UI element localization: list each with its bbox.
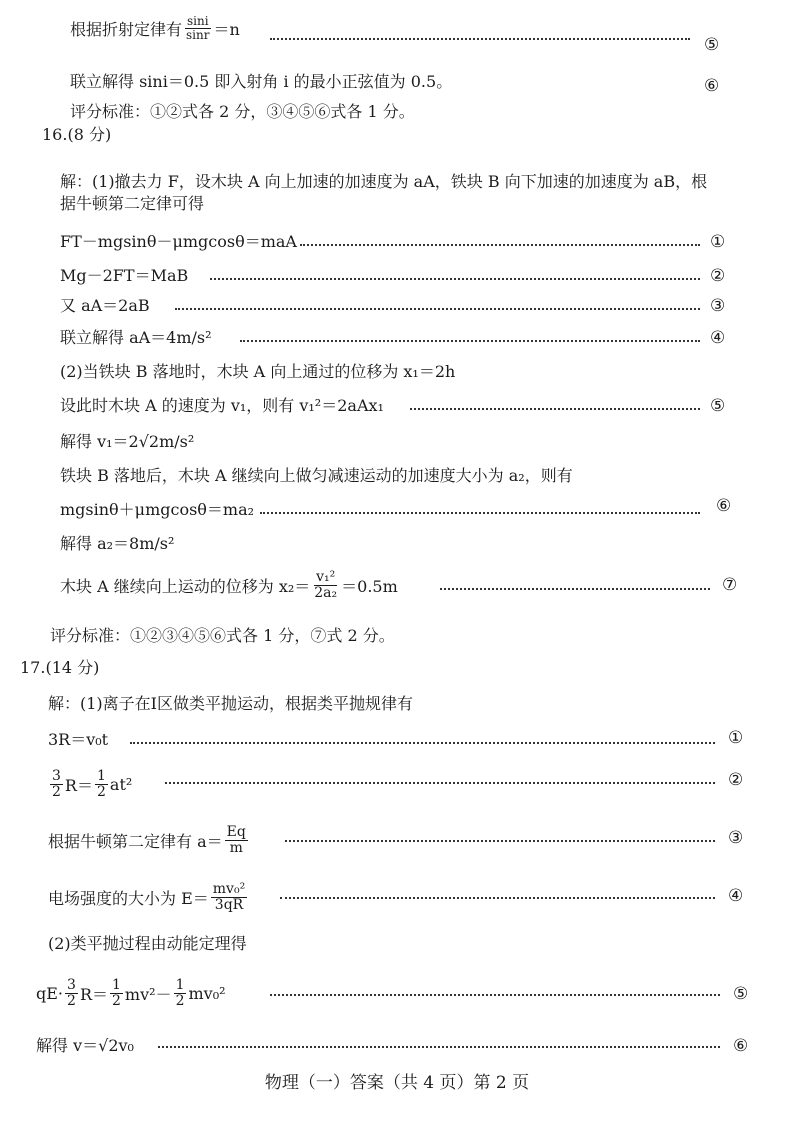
q16-mark-3: ③ bbox=[710, 296, 726, 316]
q15-frac-num: sini bbox=[186, 13, 209, 28]
q17-eq4-fraction bbox=[211, 882, 247, 912]
q16-text2 bbox=[60, 462, 573, 486]
q16-eq2 bbox=[60, 262, 188, 286]
q17-eq5-d2: 2 bbox=[112, 992, 121, 1009]
q17-intro-text: 解：(1)离子在Ⅰ区做类平抛运动，根据类平抛规律有 bbox=[48, 693, 413, 713]
q16-eq7-pre: 木块 A 继续向上运动的位移为 x₂＝ bbox=[60, 576, 311, 596]
leader-dots bbox=[175, 308, 700, 310]
q15-line1-eq: ＝n bbox=[213, 19, 240, 39]
q17-eq5-frac2 bbox=[110, 978, 123, 1008]
q16-eq6-text: mgsinθ＋μmgcosθ＝ma₂ bbox=[60, 499, 255, 519]
q17-eq5-frac3 bbox=[174, 978, 187, 1008]
q17-mark-2: ② bbox=[728, 770, 744, 790]
q17-eq3-num: Eq bbox=[226, 823, 246, 840]
q16-intro2-text: 据牛顿第二定律可得 bbox=[60, 193, 205, 213]
q16-eq3 bbox=[60, 292, 150, 316]
q16-mark-6: ⑥ bbox=[716, 496, 732, 516]
q17-part2-text: (2)类平抛过程由动能定理得 bbox=[48, 933, 247, 953]
q15-frac-den: sinr bbox=[186, 27, 210, 42]
q16-intro1-text: 解：(1)撤去力 F，设木块 A 向上加速的加速度为 aA，铁块 B 向下加速的加速度为 aB，根 bbox=[60, 171, 708, 191]
q16-mark-7: ⑦ bbox=[722, 575, 738, 595]
q16-eq3-text: 又 aA＝2aB bbox=[60, 295, 150, 315]
q16-part2-text: (2)当铁块 B 落地时，木块 A 向上通过的位移为 x₁＝2h bbox=[60, 361, 456, 381]
q17-eq5-pre: qE· bbox=[36, 983, 64, 1003]
q15-line2-text: 联立解得 sini＝0.5 即入射角 i 的最小正弦值为 0.5。 bbox=[70, 71, 453, 91]
leader-dots bbox=[410, 408, 700, 410]
q15-line1 bbox=[70, 8, 240, 48]
leader-dots bbox=[270, 38, 690, 40]
q17-eq5-d3: 2 bbox=[175, 992, 185, 1009]
q17-eq4 bbox=[48, 872, 249, 922]
q16-eq6 bbox=[60, 496, 254, 520]
q17-eq5-n1: 3 bbox=[67, 976, 76, 993]
leader-dots bbox=[280, 897, 715, 899]
q16-intro-2 bbox=[60, 190, 204, 214]
q16-mark-1: ① bbox=[710, 232, 726, 252]
q15-scoring bbox=[70, 98, 415, 122]
q17-eq4-num: mv₀² bbox=[212, 880, 246, 897]
leader-dots bbox=[440, 588, 710, 590]
q17-eq5-mid1: R＝ bbox=[79, 984, 108, 1004]
leader-dots bbox=[260, 512, 700, 514]
leader-dots bbox=[210, 278, 700, 280]
q16-intro-1 bbox=[60, 168, 707, 192]
q17-eq5-post: mv₀² bbox=[188, 983, 226, 1003]
q17-eq3 bbox=[48, 816, 250, 864]
q17-mark-6: ⑥ bbox=[733, 1036, 749, 1056]
q17-eq5-mid2: mv²－ bbox=[124, 984, 172, 1004]
q17-eq5-n2: 1 bbox=[112, 976, 121, 993]
q17-eq5-d1: 2 bbox=[67, 992, 76, 1009]
q17-eq3-fraction bbox=[225, 825, 248, 855]
q17-eq2-d2: 2 bbox=[96, 783, 106, 800]
q16-mark-4: ④ bbox=[710, 328, 726, 348]
q15-scoring-text: 评分标准：①②式各 2 分，③④⑤⑥式各 1 分。 bbox=[70, 101, 415, 121]
q17-eq2-frac1 bbox=[50, 769, 63, 799]
leader-dots bbox=[240, 340, 700, 342]
q17-eq4-pre: 电场强度的大小为 E＝ bbox=[48, 888, 209, 908]
q16-eq2-text: Mg－2FT＝MaB bbox=[60, 265, 189, 285]
q17-mark-1: ① bbox=[728, 728, 744, 748]
q16-eq7-num: v₁² bbox=[316, 568, 336, 585]
leader-dots bbox=[270, 994, 720, 996]
q16-eq1-text: FT－mgsinθ－μmgcosθ＝maA bbox=[60, 231, 297, 251]
q15-snell-fraction bbox=[184, 15, 211, 41]
q17-eq2-post: at² bbox=[109, 774, 133, 794]
q15-line1-text: 根据折射定律有 bbox=[70, 19, 183, 39]
q17-eq1 bbox=[48, 726, 108, 750]
q16-header: 16.(8 分) bbox=[42, 125, 112, 144]
q16-eq4 bbox=[60, 324, 212, 348]
q17-eq3-den: m bbox=[229, 839, 243, 856]
q17-part2 bbox=[48, 930, 247, 954]
q15-mark-6: ⑥ bbox=[704, 76, 720, 96]
q17-eq1-text: 3R＝v₀t bbox=[48, 729, 109, 749]
q17-eq3-pre: 根据牛顿第二定律有 a＝ bbox=[48, 831, 223, 851]
q16-sol2 bbox=[60, 530, 174, 554]
q17-eq5-n3: 1 bbox=[175, 976, 185, 993]
q16-mark-5: ⑤ bbox=[710, 396, 726, 416]
q16-eq7-post: ＝0.5m bbox=[341, 576, 398, 596]
q17-eq2-n1: 3 bbox=[52, 767, 61, 784]
q17-eq2-mid: R＝ bbox=[64, 775, 93, 795]
q16-eq5-text: 设此时木块 A 的速度为 v₁，则有 v₁²＝2aAx₁ bbox=[60, 395, 384, 415]
q16-part2 bbox=[60, 358, 455, 382]
q16-sol1 bbox=[60, 428, 194, 452]
leader-dots bbox=[165, 782, 715, 784]
q17-eq2-n2: 1 bbox=[96, 767, 106, 784]
q16-scoring-text: 评分标准：①②③④⑤⑥式各 1 分，⑦式 2 分。 bbox=[50, 625, 395, 645]
q16-mark-2: ② bbox=[710, 266, 726, 286]
q17-eq2-d1: 2 bbox=[52, 783, 61, 800]
leader-dots bbox=[158, 1046, 720, 1048]
page-footer: 物理（一）答案（共 4 页）第 2 页 bbox=[264, 1073, 530, 1093]
q17-header: 17.(14 分) bbox=[20, 658, 100, 677]
q17-eq6-text: 解得 v＝√2v₀ bbox=[36, 1035, 134, 1055]
q16-eq7-fraction bbox=[312, 570, 339, 600]
q15-line2 bbox=[70, 68, 452, 92]
q16-sol2-text: 解得 a₂＝8m/s² bbox=[60, 533, 175, 553]
q16-eq5 bbox=[60, 392, 384, 416]
leader-dots bbox=[300, 244, 700, 246]
q17-eq6 bbox=[36, 1032, 134, 1056]
q17-eq5 bbox=[36, 970, 226, 1016]
q17-eq4-den: 3qR bbox=[214, 896, 244, 913]
q16-sol1-text: 解得 v₁＝2√2m/s² bbox=[60, 431, 195, 451]
leader-dots bbox=[285, 840, 715, 842]
leader-dots bbox=[130, 742, 715, 744]
q17-eq2-frac2 bbox=[95, 769, 108, 799]
q17-mark-4: ④ bbox=[728, 886, 744, 906]
q16-text2-text: 铁块 B 落地后，木块 A 继续向上做匀减速运动的加速度大小为 a₂，则有 bbox=[60, 465, 573, 485]
q17-eq5-frac1 bbox=[65, 978, 78, 1008]
q16-eq7-den: 2a₂ bbox=[314, 584, 338, 601]
q17-mark-5: ⑤ bbox=[733, 984, 749, 1004]
q17-eq2 bbox=[48, 762, 132, 806]
q17-intro bbox=[48, 690, 413, 714]
q17-mark-3: ③ bbox=[728, 828, 744, 848]
q16-eq1 bbox=[60, 228, 297, 252]
q15-mark-5: ⑤ bbox=[704, 35, 720, 55]
q16-eq7 bbox=[60, 562, 398, 608]
q16-scoring bbox=[50, 622, 395, 646]
q16-eq4-text: 联立解得 aA＝4m/s² bbox=[60, 327, 212, 347]
